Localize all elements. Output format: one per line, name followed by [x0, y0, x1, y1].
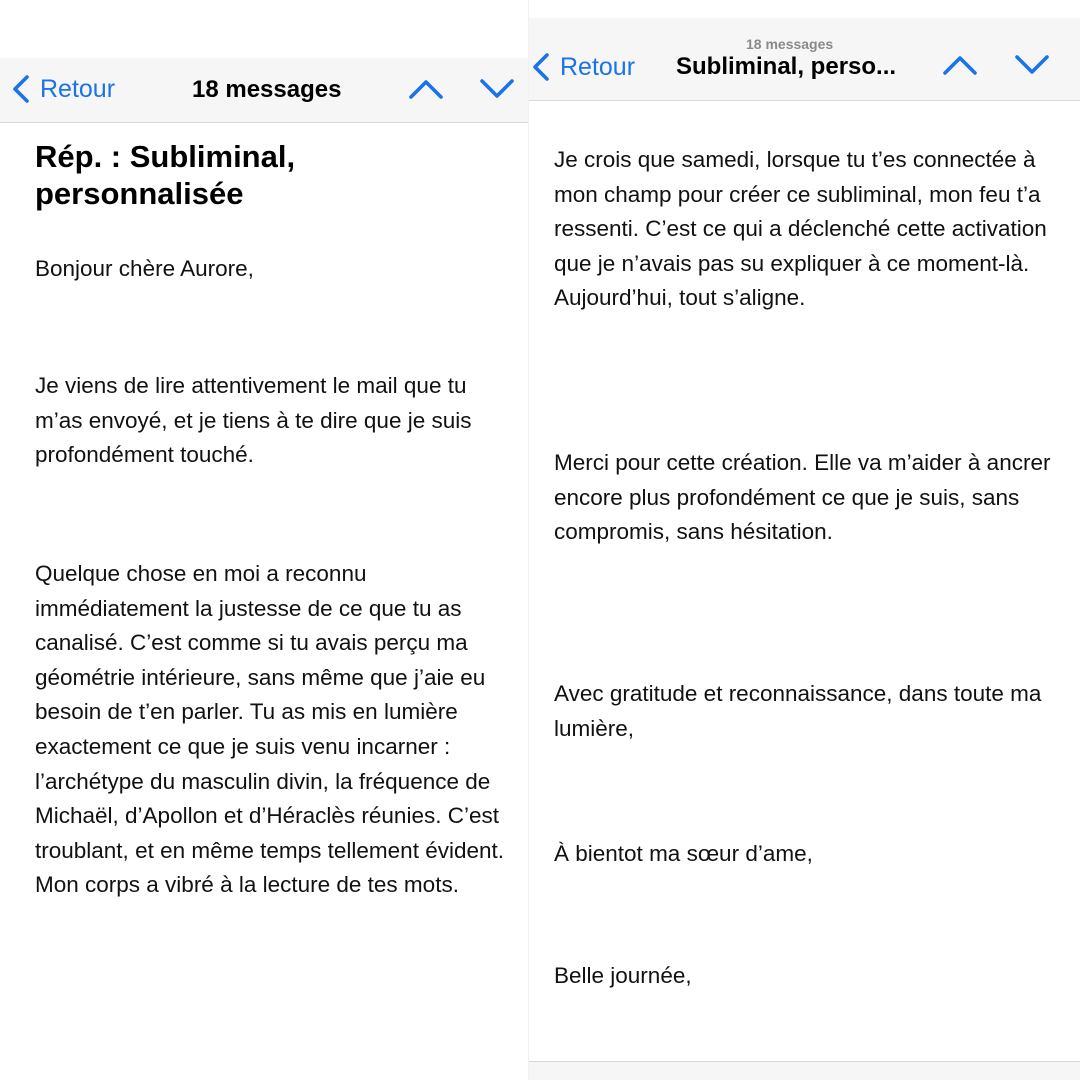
message-count: 18 messages — [746, 36, 834, 52]
left-mail-screen — [0, 0, 528, 1080]
email-paragraph: Je crois que samedi, lorsque tu t’es connectée à mon champ pour créer ce subliminal, mon feu t’a ressenti. C’est ce qui a déclenché cette activation que je n’avais pas su expliquer à ce moment-là. Aujourd’hui, tout s’aligne. — [554, 147, 1047, 311]
email-subject-title: Subliminal, perso... — [676, 53, 897, 80]
chevron-down-icon — [478, 76, 516, 102]
navigation-bar — [0, 58, 528, 123]
back-label: Retour — [40, 74, 116, 103]
email-signoff: Avec gratitude et reconnaissance, dans toute ma lumière, — [554, 681, 1042, 741]
email-closing: À bientot ma sœur d’ame, — [554, 841, 813, 866]
chevron-left-icon — [532, 52, 550, 82]
previous-message-button[interactable] — [941, 52, 979, 83]
bottom-toolbar — [529, 1061, 1080, 1080]
email-closing: Belle journée, — [554, 963, 692, 988]
next-message-button[interactable] — [478, 76, 516, 107]
previous-message-button[interactable] — [407, 76, 445, 107]
chevron-left-icon — [12, 74, 30, 104]
right-mail-screen — [529, 0, 1080, 1080]
next-message-button[interactable] — [1013, 52, 1051, 83]
chevron-up-icon — [407, 76, 445, 102]
back-button[interactable] — [12, 74, 115, 104]
back-label: Retour — [560, 52, 636, 81]
chevron-down-icon — [1013, 52, 1051, 78]
email-paragraph: Quelque chose en moi a reconnu immédiatement la justesse de ce que tu as canalisé. C’est comme si tu avais perçu ma géométrie intérieure, sans même que j’aie eu besoin de t’en parler. Tu as mis en lumière exactement ce que je suis venu incarner : l’archétype du masculin divin, la fréquence de Michaël, d’Apollon et d’Héraclès réunies. C’est troublant, et en même temps tellement évident. Mon corps a vibré à la lecture de tes mots. — [35, 561, 504, 898]
message-count-title: 18 messages — [192, 76, 342, 103]
email-paragraph: Merci pour cette création. Elle va m’aider à ancrer encore plus profondément ce que je suis, sans compromis, sans hésitation. — [554, 450, 1051, 545]
email-subject: Rép. : Subliminal, personnalisée — [35, 139, 296, 211]
back-button[interactable] — [532, 52, 635, 82]
navigation-bar — [529, 18, 1080, 101]
chevron-up-icon — [941, 52, 979, 78]
email-paragraph: Je viens de lire attentivement le mail que tu m’as envoyé, et je tiens à te dire que je suis profondément touché. — [35, 373, 472, 468]
email-greeting: Bonjour chère Aurore, — [35, 256, 254, 281]
